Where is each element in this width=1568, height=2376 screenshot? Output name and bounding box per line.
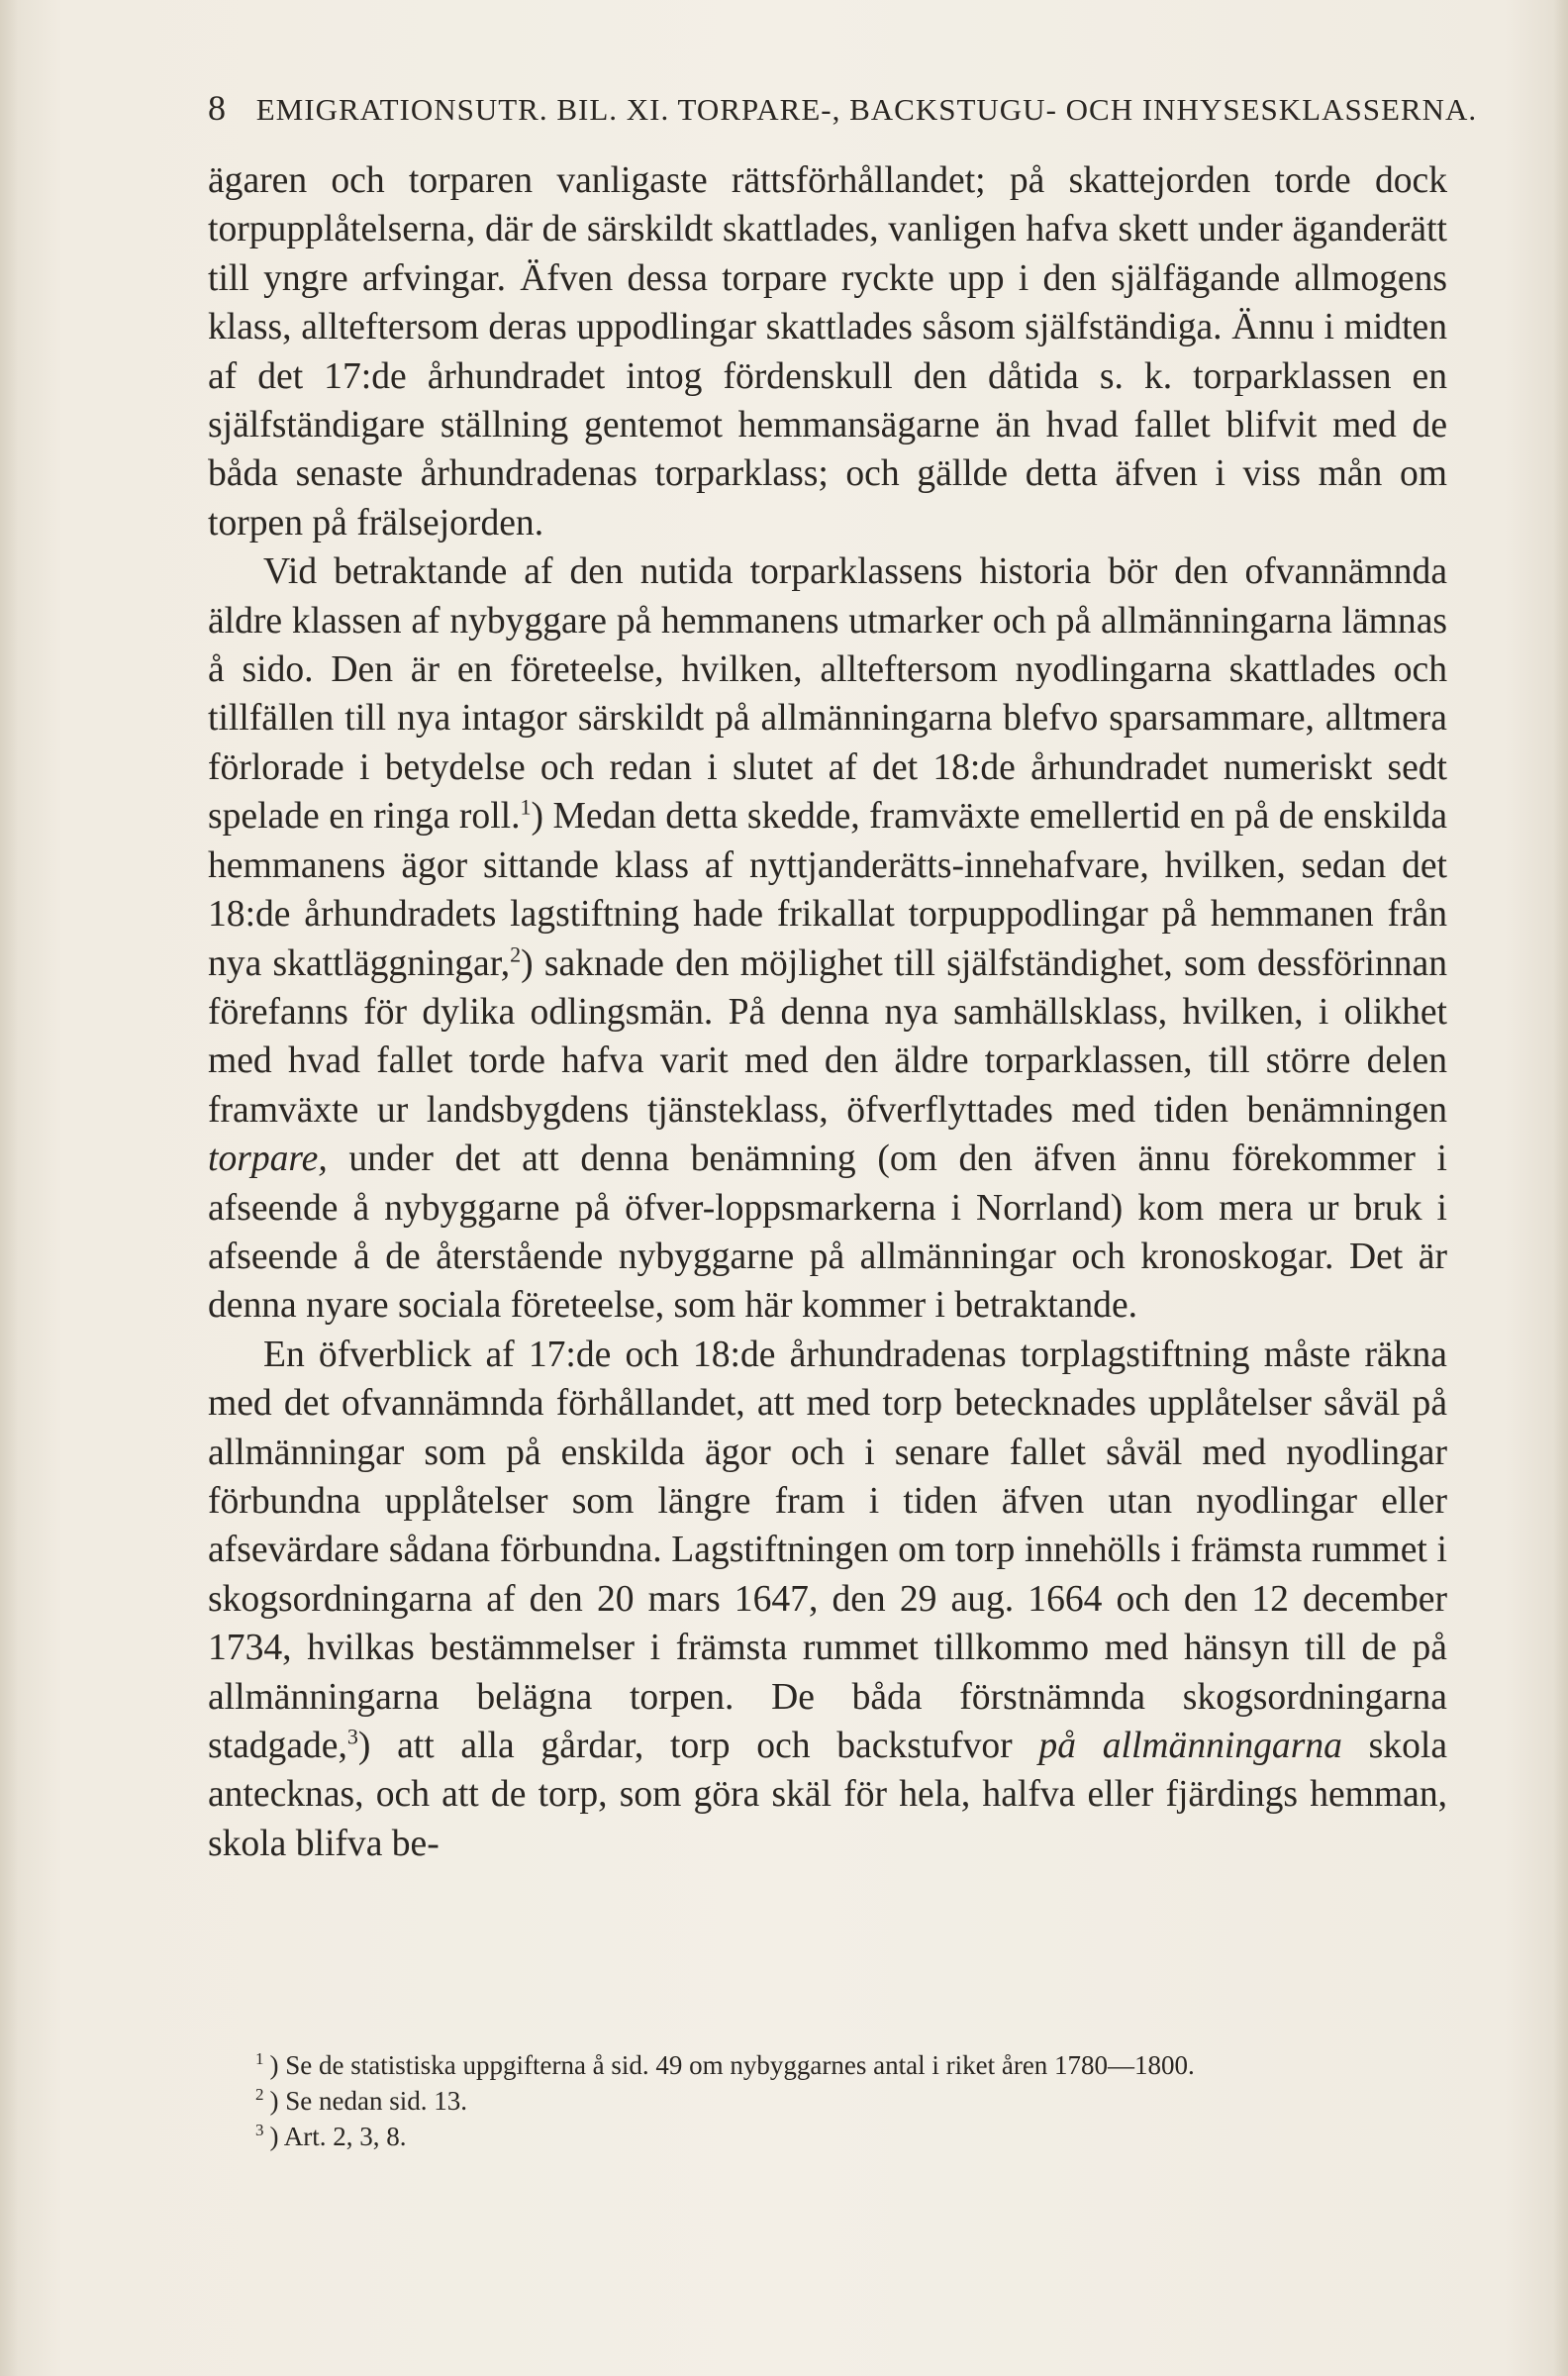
- italic-term-torpare: torpare,: [208, 1138, 328, 1180]
- footnote-1-mark: 1: [255, 2049, 264, 2068]
- running-title: EMIGRATIONSUTR. BIL. XI. TORPARE-, BACKSTUGU- OCH INHYSESKLASSERNA.: [255, 92, 1478, 127]
- paragraph-2-text-d: under det att denna benämning (om den äfven ännu förekommer i afseende å nybyggarne på öfver-loppsmarkerna i Norrland) kom mera ur bruk i afseende å de återstående nybyggarne på allmänningar och kronoskogar. Det är denna nyare sociala företeelse, som här kommer i betraktande.: [208, 1138, 1447, 1327]
- paragraph-3: [208, 1331, 1447, 1868]
- page-gutter-shadow: [0, 0, 18, 2376]
- footnote-3: [208, 2119, 1447, 2154]
- footnote-3-paren: ): [269, 2122, 284, 2151]
- footnote-2-paren: ): [269, 2086, 286, 2116]
- footnote-ref-1-paren: ): [531, 796, 543, 838]
- main-text: [208, 156, 1447, 1868]
- footnote-3-text: Art. 2, 3, 8.: [283, 2122, 407, 2151]
- footnote-ref-1: 1: [520, 794, 532, 820]
- footnote-3-mark: 3: [255, 2121, 264, 2139]
- footnote-ref-2: 2: [510, 940, 522, 966]
- footnote-2-text: Se nedan sid. 13.: [285, 2086, 467, 2116]
- footnote-2-mark: 2: [255, 2085, 264, 2104]
- page-number: 8: [208, 88, 227, 128]
- paragraph-2-text-c: saknade den möjlighet till själfständighet, som dessförinnan förefanns för dylika odlingsmän. På denna nya samhällsklass, hvilken, i olikhet med hvad fallet torde hafva varit med den äldre torparklassen, till större delen framväxte ur landsbygdens tjänsteklass, öfverflyttades med tiden benämningen: [208, 942, 1448, 1131]
- footnote-2: [208, 2083, 1447, 2119]
- paragraph-2-text-a: Vid betraktande af den nutida torparklassens historia bör den ofvannämnda äldre klassen af nybyggare på hemmanens utmarker och på allmänningarna lämnas å sido. Den är en företeelse, hvilken, allteftersom nyodlingarna skattlades och tillfällen till nya intagor särskildt på allmänningarna blefvo sparsammare, alltmera förlorade i betydelse och redan i slutet af det 18:de århundradet numeriskt sedt spelade en ringa roll.: [208, 551, 1447, 838]
- footnote-1-text: Se de statistiska uppgifterna å sid. 49 om nybyggarnes antal i riket åren 1780—1800.: [285, 2050, 1195, 2080]
- paragraph-2-text-b: Medan detta skedde, framväxte emellertid en på de enskilda hemmanens ägor sittande klass af nyttjanderätts-innehafvare, hvilken, sedan det 18:de århundradets lagstiftning hade frikallat torpuppodlingar på hemmanen från nya skattläggningar,: [208, 796, 1448, 984]
- paragraph-3-text-a: En öfverblick af 17:de och 18:de århundradenas torplagstiftning måste räkna med det ofvannämnda förhållandet, att med torp betecknades upplåtelser såväl på allmänningar som på enskilda ägor och i senare fallet såväl med nyodlingar förbundna upplåtelser som längre fram i tiden äfven utan nyodlingar eller afsevärdare sådana förbundna. Lagstiftningen om torp innehölls i främsta rummet i skogsordningarna af den 20 mars 1647, den 29 aug. 1664 och den 12 december 1734, hvilkas bestämmelser i främsta rummet tillkommo med hänsyn till de på allmänningarna belägna torpen. De båda förstnämnda skogsordningarna stadgade,: [208, 1334, 1447, 1766]
- paragraph-2: [208, 547, 1447, 1331]
- footnotes: [208, 2047, 1447, 2154]
- footnote-ref-2-paren: ): [521, 942, 534, 984]
- paragraph-1: [208, 156, 1447, 547]
- footnote-1: [208, 2047, 1447, 2083]
- footnote-1-paren: ): [269, 2050, 286, 2080]
- paragraph-1-text: ägaren och torparen vanligaste rättsförhållandet; på skattejorden torde dock torpupplåtelserna, där de särskildt skattlades, vanligen hafva skett under äganderätt till yngre arfvingar. Äfven dessa torpare ryckte upp i den själfägande allmogens klass, allteftersom deras uppodlingar skattlades såsom själfständiga. Ännu i midten af det 17:de århundradet intog fördenskull den dåtida s. k. torparklassen en själfständigare ställning gentemot hemmansägarne än hvad fallet blifvit med de båda senaste århundradenas torparklass; och gällde detta äfven i viss mån om torpen på frälsejorden.: [208, 160, 1447, 544]
- page-edge-shadow: [1554, 0, 1568, 2376]
- paragraph-3-text-c: skola antecknas, och att de torp, som göra skäl för hela, halfva eller fjärdings hemman, skola blifva be-: [208, 1726, 1447, 1864]
- running-header: [208, 87, 1478, 129]
- footnote-ref-3-paren: ): [357, 1726, 371, 1766]
- footnote-ref-3: 3: [346, 1724, 358, 1749]
- italic-phrase-allmanningarna: på allmänningarna: [1038, 1726, 1342, 1766]
- paragraph-3-text-b: att alla gårdar, torp och backstufvor: [370, 1726, 1039, 1766]
